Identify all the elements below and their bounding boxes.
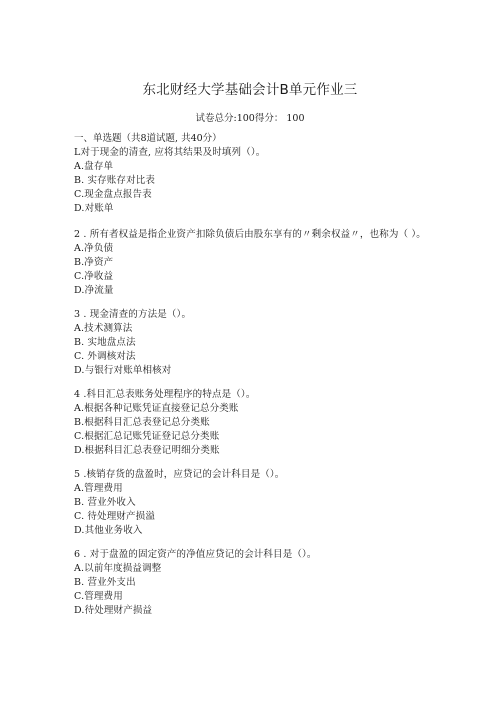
- question-text: 2 . 所有者权益是指企业资产扣除负债后由股东享有的〃剩余权益〃，也称为（ ）。: [74, 229, 426, 240]
- option-c: C.根据汇总记账凭证登记总分类账: [74, 431, 220, 442]
- option-a: A.管理费用: [74, 483, 123, 494]
- option-a: A.以前年度损益调整: [74, 563, 162, 574]
- option-b: B.净资产: [74, 257, 114, 268]
- question-text: 4 .科目汇总表账务处理程序的特点是（）。: [74, 389, 256, 400]
- option-b: B.根据科目汇总表登记总分类账: [74, 417, 210, 428]
- question-5: [74, 468, 474, 538]
- option-c: C.管理费用: [74, 591, 123, 602]
- option-b: B. 营业外收入: [74, 497, 136, 508]
- score-summary: 试卷总分:100得分： 100: [195, 113, 305, 124]
- option-b: B. 实地盘点法: [74, 337, 136, 348]
- option-c: C.净收益: [74, 271, 114, 282]
- section-heading: 一、单选题（共8道试题, 共40分）: [74, 133, 222, 144]
- question-1: [74, 146, 474, 216]
- exam-content: [74, 131, 474, 628]
- option-d: D.与银行对账单相核对: [74, 365, 172, 376]
- document-title: 东北财经大学基础会计B单元作业三: [142, 82, 358, 98]
- option-b: B. 营业外支出: [74, 577, 136, 588]
- question-6: [74, 548, 474, 618]
- question-text: L对于现金的清查, 应将其结果及时填列（）。: [74, 147, 266, 158]
- option-d: D.其他业务收入: [74, 525, 143, 536]
- option-d: D.根据科目汇总表登记明细分类账: [74, 445, 220, 456]
- option-c: C. 待处理财产损溢: [74, 511, 155, 522]
- question-4: [74, 388, 474, 458]
- option-d: D.净流量: [74, 285, 114, 296]
- question-2: [74, 228, 474, 298]
- option-d: D.待处理财产损益: [74, 605, 153, 616]
- question-text: 6 . 对于盘盈的固定资产的净值应贷记的会计科目是（）。: [74, 549, 317, 560]
- question-text: 3 . 现金清查的方法是（）。: [74, 309, 192, 320]
- option-d: D.对账单: [74, 203, 114, 214]
- option-c: C. 外调核对法: [74, 351, 136, 362]
- option-b: B. 实存账存对比表: [74, 175, 156, 186]
- question-text: 5 .核销存货的盘盈时，应贷记的会计科目是（）。: [74, 469, 285, 480]
- option-a: A.技术测算法: [74, 323, 133, 334]
- option-a: A.根据各种记账凭证直接登记总分类账: [74, 403, 239, 414]
- option-a: A.净负债: [74, 243, 114, 254]
- option-a: A.盘存单: [74, 161, 114, 172]
- option-c: C.现金盘点报告表: [74, 189, 152, 200]
- question-3: [74, 308, 474, 378]
